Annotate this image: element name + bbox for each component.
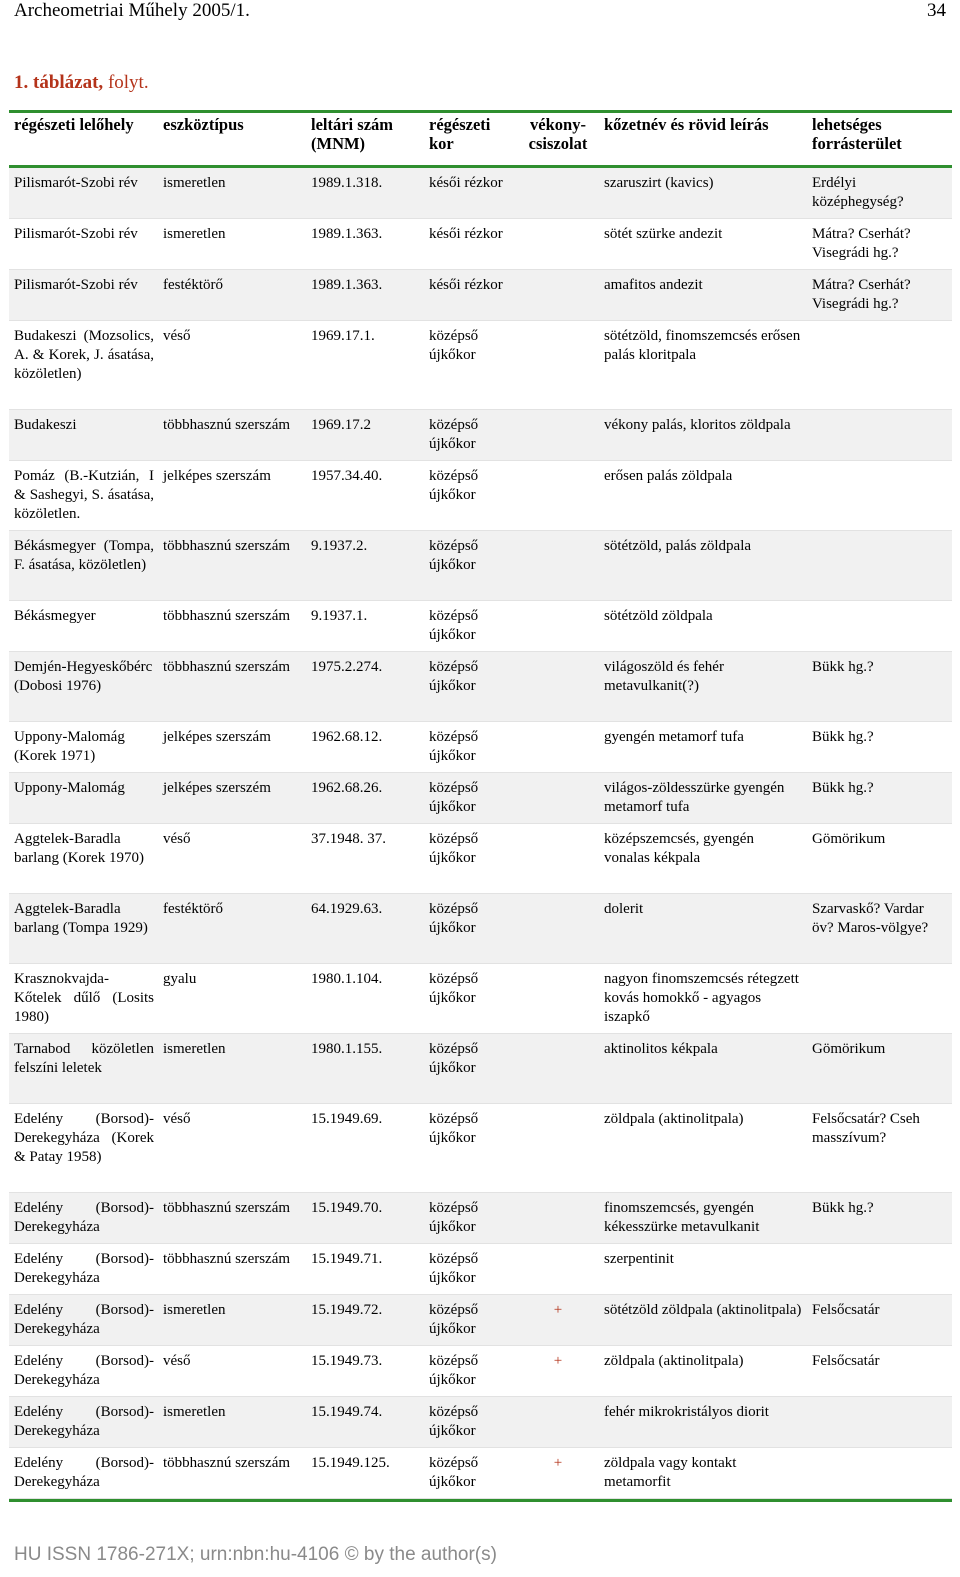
cell-thin-section <box>516 1244 599 1294</box>
table-bottom-rule <box>9 1499 952 1502</box>
cell-tool: jelképes szerszém <box>163 780 271 796</box>
cell-thin-section <box>516 1193 599 1243</box>
cell-site: Pilismarót-Szobi rév <box>14 175 138 191</box>
cell-age: középső újkőkor <box>429 1404 479 1439</box>
cell-site: Edelény (Borsod)-Derekegyháza <box>14 1404 154 1439</box>
cell-tool: többhasznú szerszám <box>163 1251 291 1267</box>
cell-thin-section <box>516 601 599 651</box>
cell-site: Békásmegyer <box>14 608 96 624</box>
cell-thin-section <box>516 894 599 963</box>
cell-site: Edelény (Borsod)-Derekegyháza <box>14 1200 154 1235</box>
table-row <box>9 410 952 461</box>
cell-tool: ismeretlen <box>163 1404 226 1420</box>
cell-thin-section: + <box>553 1353 563 1369</box>
cell-tool: ismeretlen <box>163 1302 226 1318</box>
cell-tool: többhasznú szerszám <box>163 1455 291 1471</box>
cell-rock: sötétzöld, palás zöldpala <box>604 538 752 554</box>
cell-tool: véső <box>163 1353 191 1369</box>
cell-rock: sötétzöld, finomszemcsés erősen palás kloritpala <box>604 328 801 363</box>
cell-source <box>807 461 952 530</box>
cell-tool: többhasznú szerszám <box>163 659 291 675</box>
cell-thin-section <box>516 531 599 600</box>
cell-site: Demjén-Hegyeskőbérc (Dobosi 1976) <box>14 659 153 694</box>
cell-thin-section <box>516 321 599 409</box>
cell-age: középső újkőkor <box>429 1111 479 1146</box>
cell-inventory: 15.1949.69. <box>311 1111 383 1127</box>
cell-source: Bükk hg.? <box>812 1200 874 1216</box>
cell-rock: sötét szürke andezit <box>604 226 723 242</box>
cell-inventory: 1962.68.26. <box>311 780 383 796</box>
cell-source <box>807 531 952 600</box>
cell-tool: többhasznú szerszám <box>163 608 291 624</box>
cell-age: középső újkőkor <box>429 608 479 643</box>
cell-rock: aktinolitos kékpala <box>604 1041 718 1057</box>
cell-age: középső újkőkor <box>429 831 479 866</box>
cell-inventory: 15.1949.70. <box>311 1200 383 1216</box>
cell-thin-section <box>516 652 599 721</box>
cell-age: középső újkőkor <box>429 729 479 764</box>
cell-inventory: 64.1929.63. <box>311 901 383 917</box>
table-row <box>9 1346 952 1397</box>
cell-age: középső újkőkor <box>429 417 479 452</box>
cell-rock: vékony palás, kloritos zöldpala <box>604 417 791 433</box>
cell-tool: többhasznú szerszám <box>163 417 291 433</box>
cell-thin-section <box>516 773 599 823</box>
cell-source <box>807 601 952 651</box>
cell-rock: sötétzöld zöldpala (aktinolitpala) <box>604 1302 802 1318</box>
cell-source: Felsőcsatár <box>812 1353 880 1369</box>
table-row <box>9 824 952 894</box>
cell-inventory: 1962.68.12. <box>311 729 383 745</box>
cell-age: középső újkőkor <box>429 328 479 363</box>
cell-tool: festéktörő <box>163 277 223 293</box>
cell-inventory: 1989.1.363. <box>311 277 383 293</box>
cell-source: Bükk hg.? <box>812 729 874 745</box>
cell-source: Felsőcsatár? Cseh masszívum? <box>812 1111 920 1146</box>
cell-site: Aggtelek-Baradla barlang (Korek 1970) <box>14 831 144 866</box>
cell-inventory: 15.1949.125. <box>311 1455 390 1471</box>
cell-age: középső újkőkor <box>429 780 479 815</box>
table-row <box>9 894 952 964</box>
table-row <box>9 1104 952 1193</box>
cell-rock: sötétzöld zöldpala <box>604 608 713 624</box>
cell-inventory: 1969.17.1. <box>311 328 375 344</box>
table-row <box>9 531 952 601</box>
cell-tool: véső <box>163 1111 191 1127</box>
cell-source: Gömörikum <box>812 831 886 847</box>
cell-site: Uppony-Malomág (Korek 1971) <box>14 729 125 764</box>
table-row <box>9 773 952 824</box>
cell-inventory: 1989.1.318. <box>311 175 383 191</box>
cell-thin-section <box>516 964 599 1033</box>
cell-source: Szarvaskő? Vardar öv? Maros-völgye? <box>812 901 929 936</box>
table-row <box>9 964 952 1034</box>
table-row <box>9 1034 952 1104</box>
cell-source: Bükk hg.? <box>812 659 874 675</box>
cell-tool: ismeretlen <box>163 1041 226 1057</box>
table-row <box>9 722 952 773</box>
cell-inventory: 1980.1.155. <box>311 1041 383 1057</box>
cell-rock: zöldpala vagy kontakt metamorfit <box>604 1455 737 1490</box>
cell-age: középső újkőkor <box>429 1455 479 1490</box>
cell-rock: amafitos andezit <box>604 277 703 293</box>
table-header-row <box>9 113 952 168</box>
table-row <box>9 1397 952 1448</box>
column-header-source: lehetséges forrásterület <box>812 115 902 153</box>
cell-age: középső újkőkor <box>429 901 479 936</box>
table-row <box>9 1295 952 1346</box>
cell-thin-section <box>516 270 599 320</box>
cell-rock: nagyon finomszemcsés rétegzett kovás homokkő - agyagos iszapkő <box>604 971 799 1025</box>
cell-rock: dolerit <box>604 901 644 917</box>
cell-source: Mátra? Cserhát? Visegrádi hg.? <box>812 226 911 261</box>
cell-rock: finomszemcsés, gyengén kékesszürke metavulkanit <box>604 1200 760 1235</box>
cell-age: késői rézkor <box>429 175 503 191</box>
cell-thin-section <box>516 722 599 772</box>
cell-thin-section <box>516 1397 599 1447</box>
cell-thin-section <box>516 824 599 893</box>
cell-rock: zöldpala (aktinolitpala) <box>604 1353 744 1369</box>
cell-tool: festéktörő <box>163 901 223 917</box>
cell-inventory: 37.1948. 37. <box>311 831 386 847</box>
cell-rock: világoszöld és fehér metavulkanit(?) <box>604 659 724 694</box>
cell-source <box>807 1244 952 1294</box>
table-row <box>9 270 952 321</box>
cell-inventory: 1975.2.274. <box>311 659 383 675</box>
cell-source <box>807 321 952 409</box>
table-row <box>9 321 952 410</box>
cell-rock: világos-zöldesszürke gyengén metamorf tufa <box>604 780 785 815</box>
table-caption-label: 1. táblázat, <box>14 72 104 93</box>
table-row <box>9 461 952 531</box>
cell-site: Edelény (Borsod)-Derekegyháza <box>14 1353 154 1388</box>
cell-inventory: 1980.1.104. <box>311 971 383 987</box>
page-number: 34 <box>927 0 946 21</box>
cell-site: Aggtelek-Baradla barlang (Tompa 1929) <box>14 901 148 936</box>
cell-site: Budakeszi <box>14 417 77 433</box>
cell-age: középső újkőkor <box>429 1251 479 1286</box>
column-header-thin-section: vékony-csiszolat <box>528 115 588 153</box>
cell-inventory: 1957.34.40. <box>311 468 383 484</box>
cell-tool: ismeretlen <box>163 226 226 242</box>
cell-site: Edelény (Borsod)-Derekegyháza (Korek & Patay 1958) <box>14 1111 154 1165</box>
cell-tool: ismeretlen <box>163 175 226 191</box>
cell-age: középső újkőkor <box>429 1041 479 1076</box>
cell-source <box>807 1397 952 1447</box>
cell-tool: többhasznú szerszám <box>163 538 291 554</box>
cell-source: Gömörikum <box>812 1041 886 1057</box>
cell-inventory: 1989.1.363. <box>311 226 383 242</box>
table-row <box>9 168 952 219</box>
cell-site: Pomáz (B.-Kutzián, I & Sashegyi, S. ásatása, közöletlen. <box>14 468 154 522</box>
cell-site: Uppony-Malomág <box>14 780 125 796</box>
cell-source: Mátra? Cserhát? Visegrádi hg.? <box>812 277 911 312</box>
cell-inventory: 1969.17.2 <box>311 417 371 433</box>
cell-site: Edelény (Borsod)-Derekegyháza <box>14 1251 154 1286</box>
cell-age: középső újkőkor <box>429 971 479 1006</box>
cell-tool: gyalu <box>163 971 197 987</box>
table-row <box>9 601 952 652</box>
data-table <box>9 110 952 1502</box>
cell-age: középső újkőkor <box>429 538 479 573</box>
cell-site: Krasznokvajda-Kőtelek dűlő (Losits 1980) <box>14 971 154 1025</box>
cell-site: Pilismarót-Szobi rév <box>14 277 138 293</box>
cell-thin-section: + <box>553 1455 563 1471</box>
cell-source: Felsőcsatár <box>812 1302 880 1318</box>
cell-thin-section <box>516 410 599 460</box>
journal-title: Archeometriai Műhely 2005/1. <box>14 0 250 21</box>
cell-age: késői rézkor <box>429 226 503 242</box>
table-row <box>9 219 952 270</box>
cell-rock: szerpentinit <box>604 1251 674 1267</box>
cell-inventory: 15.1949.73. <box>311 1353 383 1369</box>
cell-site: Pilismarót-Szobi rév <box>14 226 138 242</box>
cell-inventory: 15.1949.71. <box>311 1251 383 1267</box>
cell-rock: zöldpala (aktinolitpala) <box>604 1111 744 1127</box>
cell-thin-section <box>516 168 599 218</box>
cell-site: Tarnabod közöletlen felszíni leletek <box>14 1041 154 1076</box>
table-caption <box>14 72 149 94</box>
column-header-age: régészeti kor <box>429 115 491 153</box>
cell-thin-section: + <box>553 1302 563 1318</box>
cell-inventory: 15.1949.74. <box>311 1404 383 1420</box>
cell-rock: gyengén metamorf tufa <box>604 729 744 745</box>
cell-age: középső újkőkor <box>429 468 479 503</box>
cell-age: késői rézkor <box>429 277 503 293</box>
cell-source: Erdélyi középhegység? <box>812 175 904 210</box>
cell-rock: szaruszirt (kavics) <box>604 175 714 191</box>
cell-thin-section <box>516 1034 599 1103</box>
cell-thin-section <box>516 461 599 530</box>
cell-inventory: 15.1949.72. <box>311 1302 383 1318</box>
cell-source <box>807 1448 952 1498</box>
cell-tool: véső <box>163 831 191 847</box>
cell-tool: jelképes szerszám <box>163 468 271 484</box>
table-caption-continued: folyt. <box>103 72 149 93</box>
cell-source: Bükk hg.? <box>812 780 874 796</box>
cell-age: középső újkőkor <box>429 1302 479 1337</box>
cell-tool: többhasznú szerszám <box>163 1200 291 1216</box>
cell-site: Békásmegyer (Tompa, F. ásatása, közöletlen) <box>14 538 154 573</box>
cell-inventory: 9.1937.2. <box>311 538 368 554</box>
cell-thin-section <box>516 1104 599 1192</box>
cell-rock: középszemcsés, gyengén vonalas kékpala <box>604 831 754 866</box>
cell-source <box>807 410 952 460</box>
table-row <box>9 652 952 722</box>
cell-site: Edelény (Borsod)-Derekegyháza <box>14 1302 154 1337</box>
table-row <box>9 1448 952 1499</box>
footer-issn: HU ISSN 1786-271X; urn:nbn:hu-4106 © by the author(s) <box>14 1544 497 1565</box>
column-header-tool: eszköztípus <box>163 115 244 134</box>
cell-tool: véső <box>163 328 191 344</box>
cell-tool: jelképes szerszám <box>163 729 271 745</box>
cell-site: Budakeszi (Mozsolics, A. & Korek, J. ásatása, közöletlen) <box>14 328 154 382</box>
cell-age: középső újkőkor <box>429 1353 479 1388</box>
cell-age: középső újkőkor <box>429 1200 479 1235</box>
column-header-site: régészeti lelőhely <box>14 115 134 134</box>
table-row <box>9 1193 952 1244</box>
table-body <box>9 168 952 1499</box>
cell-inventory: 9.1937.1. <box>311 608 368 624</box>
running-header <box>14 0 946 24</box>
cell-rock: fehér mikrokristályos diorit <box>604 1404 769 1420</box>
cell-rock: erősen palás zöldpala <box>604 468 733 484</box>
column-header-inventory: leltári szám (MNM) <box>311 115 394 153</box>
cell-age: középső újkőkor <box>429 659 479 694</box>
cell-source <box>807 964 952 1033</box>
cell-site: Edelény (Borsod)-Derekegyháza <box>14 1455 154 1490</box>
column-header-rock: kőzetnév és rövid leírás <box>604 115 769 134</box>
cell-thin-section <box>516 219 599 269</box>
table-row <box>9 1244 952 1295</box>
